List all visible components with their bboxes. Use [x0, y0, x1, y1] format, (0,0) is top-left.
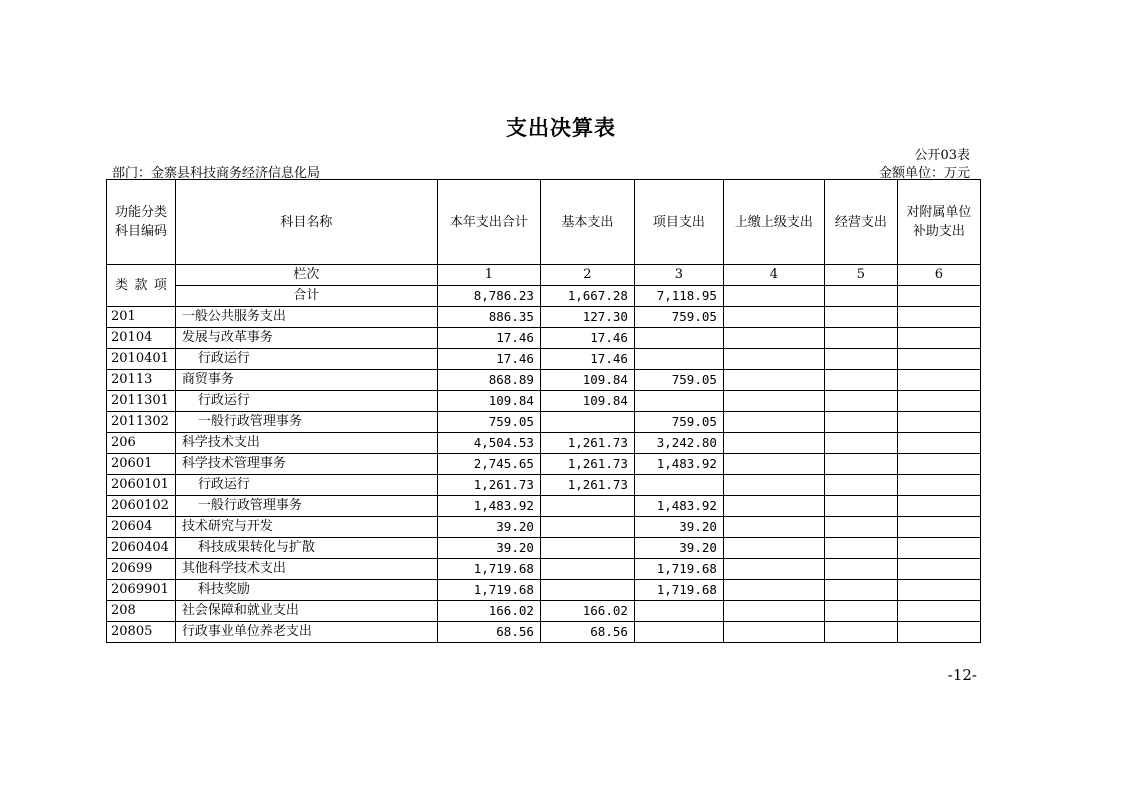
row-business [824, 454, 897, 475]
row-upper [723, 454, 824, 475]
row-subsidy [897, 580, 980, 601]
row-code: 20113 [107, 370, 176, 391]
sub-label-lei: 类 [115, 277, 129, 293]
col-num-4: 4 [723, 265, 824, 286]
row-subsidy [897, 349, 980, 370]
row-business [824, 370, 897, 391]
header-total: 本年支出合计 [437, 180, 540, 265]
row-total: 1,719.68 [437, 559, 540, 580]
row-total: 1,261.73 [437, 475, 540, 496]
row-project: 1,483.92 [634, 454, 723, 475]
row-name: 商贸事务 [175, 370, 437, 391]
table-row [107, 622, 981, 643]
header-basic: 基本支出 [540, 180, 634, 265]
row-code: 20604 [107, 517, 176, 538]
row-code: 2060102 [107, 496, 176, 517]
row-basic [540, 517, 634, 538]
header-subsidy: 对附属单位补助支出 [897, 180, 980, 265]
row-upper [723, 601, 824, 622]
row-total: 1,719.68 [437, 580, 540, 601]
row-project: 1,719.68 [634, 580, 723, 601]
expenditure-table [106, 179, 981, 643]
row-name: 社会保障和就业支出 [175, 601, 437, 622]
row-project: 759.05 [634, 370, 723, 391]
row-upper [723, 475, 824, 496]
row-upper [723, 559, 824, 580]
row-business [824, 538, 897, 559]
row-basic: 127.30 [540, 307, 634, 328]
row-business [824, 496, 897, 517]
row-code: 2011302 [107, 412, 176, 433]
header-name: 科目名称 [175, 180, 437, 265]
row-subsidy [897, 454, 980, 475]
row-name: 科学技术管理事务 [175, 454, 437, 475]
row-name: 科技成果转化与扩散 [175, 538, 437, 559]
table-row [107, 433, 981, 454]
table-row [107, 328, 981, 349]
row-name: 行政运行 [175, 475, 437, 496]
row-subsidy [897, 412, 980, 433]
table-row [107, 349, 981, 370]
row-total: 166.02 [437, 601, 540, 622]
row-subsidy [897, 391, 980, 412]
row-subsidy [897, 328, 980, 349]
row-upper [723, 433, 824, 454]
row-subsidy [897, 307, 980, 328]
row-code: 20601 [107, 454, 176, 475]
col-num-1: 1 [437, 265, 540, 286]
table-body [107, 307, 981, 643]
header-upper: 上缴上级支出 [723, 180, 824, 265]
header-business: 经营支出 [824, 180, 897, 265]
row-basic: 17.46 [540, 349, 634, 370]
row-project: 39.20 [634, 517, 723, 538]
sub-label-xiang: 项 [153, 277, 167, 293]
row-business [824, 475, 897, 496]
row-business [824, 622, 897, 643]
total-business [824, 286, 897, 307]
row-basic [540, 496, 634, 517]
col-num-6: 6 [897, 265, 980, 286]
table-row [107, 454, 981, 475]
row-project: 759.05 [634, 307, 723, 328]
total-basic: 1,667.28 [540, 286, 634, 307]
row-basic [540, 559, 634, 580]
row-total: 17.46 [437, 349, 540, 370]
table-row [107, 370, 981, 391]
row-business [824, 412, 897, 433]
row-project: 39.20 [634, 538, 723, 559]
sub-label-kuan: 款 [134, 277, 148, 293]
row-subsidy [897, 475, 980, 496]
table-row [107, 412, 981, 433]
row-name: 其他科学技术支出 [175, 559, 437, 580]
row-upper [723, 517, 824, 538]
row-business [824, 433, 897, 454]
row-upper [723, 307, 824, 328]
row-subsidy [897, 559, 980, 580]
total-project: 7,118.95 [634, 286, 723, 307]
table-row [107, 475, 981, 496]
table-row [107, 601, 981, 622]
row-total: 886.35 [437, 307, 540, 328]
row-code: 2011301 [107, 391, 176, 412]
row-upper [723, 580, 824, 601]
row-project: 3,242.80 [634, 433, 723, 454]
row-total: 17.46 [437, 328, 540, 349]
total-subsidy [897, 286, 980, 307]
table-row [107, 307, 981, 328]
row-subsidy [897, 517, 980, 538]
row-total: 39.20 [437, 538, 540, 559]
row-upper [723, 370, 824, 391]
row-code: 20805 [107, 622, 176, 643]
row-upper [723, 496, 824, 517]
row-business [824, 328, 897, 349]
row-total: 2,745.65 [437, 454, 540, 475]
row-basic [540, 412, 634, 433]
total-upper [723, 286, 824, 307]
row-total: 109.84 [437, 391, 540, 412]
row-subsidy [897, 496, 980, 517]
row-total: 39.20 [437, 517, 540, 538]
row-business [824, 517, 897, 538]
row-basic: 109.84 [540, 391, 634, 412]
department-label: 部门：金寨县科技商务经济信息化局 [112, 166, 321, 181]
row-business [824, 559, 897, 580]
row-code: 20699 [107, 559, 176, 580]
row-business [824, 391, 897, 412]
row-code: 2060404 [107, 538, 176, 559]
row-name: 行政运行 [175, 349, 437, 370]
row-code: 206 [107, 433, 176, 454]
form-code: 公开03表 [914, 148, 970, 163]
code-sub-labels [107, 265, 176, 307]
row-name: 发展与改革事务 [175, 328, 437, 349]
total-label: 合计 [175, 286, 437, 307]
row-subsidy [897, 601, 980, 622]
row-business [824, 580, 897, 601]
header-code: 功能分类科目编码 [107, 180, 176, 265]
col-num-5: 5 [824, 265, 897, 286]
page-title: 支出决算表 [506, 116, 616, 140]
row-total: 1,483.92 [437, 496, 540, 517]
table-row [107, 559, 981, 580]
row-basic: 109.84 [540, 370, 634, 391]
row-code: 2069901 [107, 580, 176, 601]
row-code: 2060101 [107, 475, 176, 496]
row-project: 759.05 [634, 412, 723, 433]
row-business [824, 349, 897, 370]
table-row [107, 580, 981, 601]
row-basic [540, 538, 634, 559]
row-total: 759.05 [437, 412, 540, 433]
row-project: 1,483.92 [634, 496, 723, 517]
row-name: 行政运行 [175, 391, 437, 412]
page-number: -12- [947, 666, 977, 684]
row-subsidy [897, 622, 980, 643]
row-basic [540, 580, 634, 601]
row-code: 201 [107, 307, 176, 328]
column-number-row [107, 265, 981, 286]
row-name: 一般行政管理事务 [175, 496, 437, 517]
row-project [634, 328, 723, 349]
row-project [634, 475, 723, 496]
row-upper [723, 391, 824, 412]
row-name: 一般行政管理事务 [175, 412, 437, 433]
table-row [107, 538, 981, 559]
row-name: 行政事业单位养老支出 [175, 622, 437, 643]
row-basic: 166.02 [540, 601, 634, 622]
header-row [107, 180, 981, 265]
row-code: 208 [107, 601, 176, 622]
col-num-3: 3 [634, 265, 723, 286]
row-basic: 1,261.73 [540, 454, 634, 475]
row-subsidy [897, 538, 980, 559]
row-project [634, 391, 723, 412]
row-upper [723, 349, 824, 370]
header-project: 项目支出 [634, 180, 723, 265]
total-row [107, 286, 981, 307]
row-business [824, 601, 897, 622]
row-business [824, 307, 897, 328]
row-project [634, 601, 723, 622]
row-subsidy [897, 370, 980, 391]
column-label: 栏次 [175, 265, 437, 286]
row-name: 一般公共服务支出 [175, 307, 437, 328]
row-upper [723, 412, 824, 433]
row-upper [723, 538, 824, 559]
row-upper [723, 328, 824, 349]
row-subsidy [897, 433, 980, 454]
row-basic: 1,261.73 [540, 433, 634, 454]
col-num-2: 2 [540, 265, 634, 286]
unit-label: 金额单位：万元 [878, 166, 970, 181]
row-total: 68.56 [437, 622, 540, 643]
table-row [107, 517, 981, 538]
row-project [634, 349, 723, 370]
row-total: 868.89 [437, 370, 540, 391]
row-project [634, 622, 723, 643]
row-project: 1,719.68 [634, 559, 723, 580]
row-name: 科技奖励 [175, 580, 437, 601]
table-row [107, 496, 981, 517]
row-name: 技术研究与开发 [175, 517, 437, 538]
row-total: 4,504.53 [437, 433, 540, 454]
total-total: 8,786.23 [437, 286, 540, 307]
table-row [107, 391, 981, 412]
row-basic: 17.46 [540, 328, 634, 349]
row-code: 20104 [107, 328, 176, 349]
row-basic: 68.56 [540, 622, 634, 643]
row-basic: 1,261.73 [540, 475, 634, 496]
row-upper [723, 622, 824, 643]
row-name: 科学技术支出 [175, 433, 437, 454]
row-code: 2010401 [107, 349, 176, 370]
